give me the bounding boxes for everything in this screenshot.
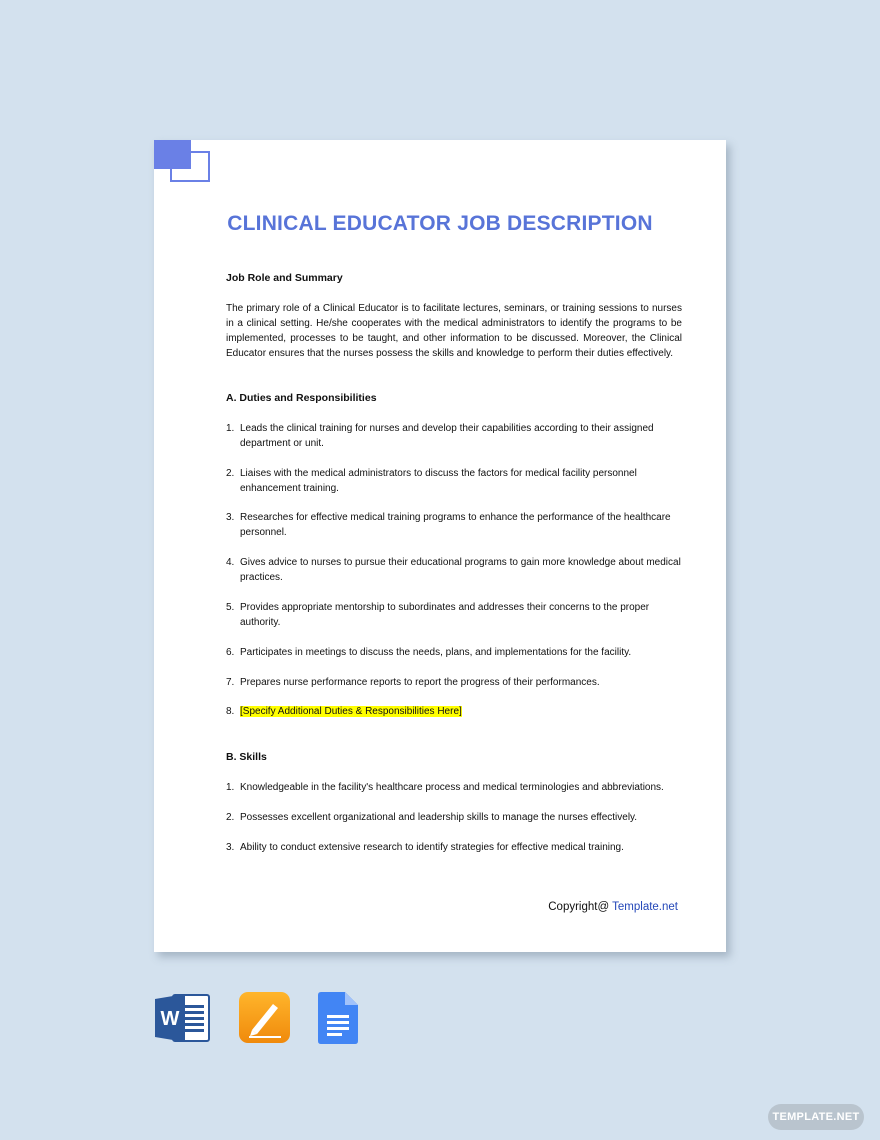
duties-list bbox=[226, 421, 682, 719]
duty-text: Gives advice to nurses to pursue their educational programs to gain more knowledge about medical practices. bbox=[240, 557, 681, 583]
skill-number: 1. bbox=[226, 782, 235, 793]
duty-item bbox=[226, 510, 682, 540]
document-title: CLINICAL EDUCATOR JOB DESCRIPTION bbox=[227, 212, 653, 235]
skill-item bbox=[226, 810, 682, 825]
document-body bbox=[226, 271, 682, 855]
duty-item bbox=[226, 600, 682, 630]
skill-text: Ability to conduct extensive research to identify strategies for effective medical training. bbox=[240, 842, 624, 853]
word-icon[interactable] bbox=[155, 992, 211, 1049]
summary-paragraph: The primary role of a Clinical Educator is to facilitate lectures, seminars, or training sessions to nurses in a clinical setting. He/she cooperates with the medical administrators to identify the programs to be implemented, processes to be taught, and other information to be discussed. Moreover, the Clinical Educator ensures that the nurses possess the skills and knowledge to perform their duties effectively. bbox=[226, 303, 682, 359]
duty-item bbox=[226, 675, 682, 690]
google-docs-icon[interactable] bbox=[318, 992, 358, 1049]
copyright-line bbox=[548, 901, 678, 913]
skills-heading: B. Skills bbox=[226, 751, 267, 763]
duty-item bbox=[226, 645, 682, 660]
duty-text: Prepares nurse performance reports to report the progress of their performances. bbox=[240, 677, 600, 688]
duty-text: Provides appropriate mentorship to subordinates and addresses their concerns to the proper authority. bbox=[240, 602, 650, 628]
duty-text: Leads the clinical training for nurses and develop their capabilities according to their assigned department or unit. bbox=[240, 423, 654, 449]
skill-number: 3. bbox=[226, 842, 235, 853]
duty-item bbox=[226, 421, 682, 451]
duty-item bbox=[226, 555, 682, 585]
skill-text: Possesses excellent organizational and leadership skills to manage the nurses effectively. bbox=[240, 812, 638, 823]
duty-number: 2. bbox=[226, 468, 235, 479]
duty-number: 1. bbox=[226, 423, 235, 434]
placeholder-highlight: [Specify Additional Duties & Responsibilities Here] bbox=[240, 706, 462, 717]
duty-text: Liaises with the medical administrators to discuss the factors for medical facility personnel enhancement training. bbox=[240, 468, 637, 494]
corner-decoration-outline bbox=[170, 151, 210, 182]
duty-text: Researches for effective medical training programs to enhance the performance of the healthcare personnel. bbox=[240, 512, 671, 538]
template-net-link[interactable]: Template.net bbox=[612, 901, 678, 913]
duty-text: Participates in meetings to discuss the needs, plans, and implementations for the facility. bbox=[240, 647, 632, 658]
skills-list bbox=[226, 780, 682, 855]
copyright-prefix: Copyright@ bbox=[548, 901, 613, 913]
template-net-badge[interactable]: TEMPLATE.NET bbox=[768, 1104, 864, 1130]
skill-number: 2. bbox=[226, 812, 235, 823]
word-letter: W bbox=[160, 1008, 180, 1030]
document-page bbox=[154, 140, 726, 952]
duty-item bbox=[226, 466, 682, 496]
skill-text: Knowledgeable in the facility's healthcare process and medical terminologies and abbreviations. bbox=[240, 782, 664, 793]
summary-heading: Job Role and Summary bbox=[226, 272, 343, 284]
duty-number: 3. bbox=[226, 512, 235, 523]
duty-number: 5. bbox=[226, 602, 235, 613]
skill-item bbox=[226, 780, 682, 795]
duty-number: 6. bbox=[226, 647, 235, 658]
skill-item bbox=[226, 840, 682, 855]
duties-heading: A. Duties and Responsibilities bbox=[226, 392, 377, 404]
duty-number: 8. bbox=[226, 706, 235, 717]
pages-icon[interactable] bbox=[239, 992, 290, 1048]
duty-item-placeholder bbox=[226, 704, 682, 719]
duty-number: 4. bbox=[226, 557, 235, 568]
duty-number: 7. bbox=[226, 677, 235, 688]
